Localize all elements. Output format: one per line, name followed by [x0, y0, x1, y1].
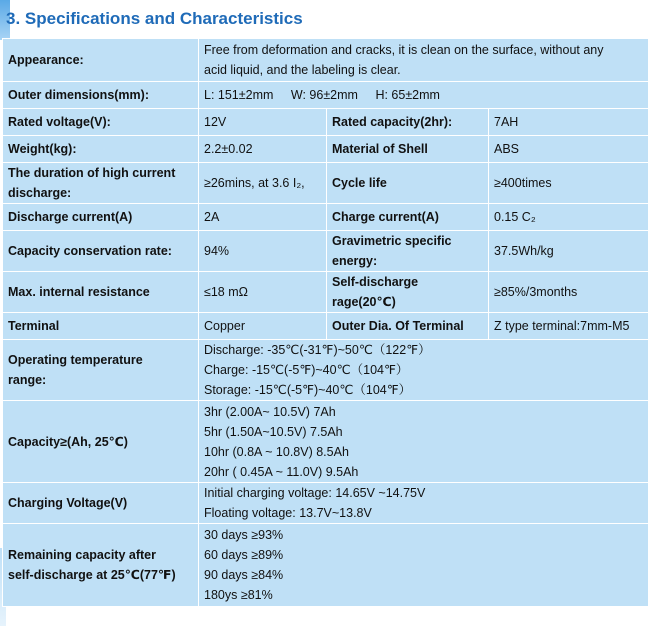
spec-label-line: discharge:	[8, 186, 72, 200]
spec-label	[327, 109, 489, 136]
spec-value: 2.2±0.02	[199, 136, 327, 163]
remaining-capacity-label-line: self-discharge at 25℃(77℉)	[8, 568, 176, 582]
appearance-line: acid liquid, and the labeling is clear.	[204, 63, 401, 77]
operating-temperature-label-line: Operating temperature	[8, 353, 143, 367]
spec-label	[3, 163, 199, 204]
spec-label-line: Cycle life	[332, 176, 387, 190]
spec-label	[327, 313, 489, 340]
spec-value: ≥26mins, at 3.6 I₂,	[199, 163, 327, 204]
spec-label-line: Capacity conservation rate:	[8, 244, 172, 258]
spec-value: ≥85%/3months	[489, 272, 649, 313]
spec-label	[3, 136, 199, 163]
operating-temperature-label	[3, 340, 199, 401]
spec-value: Copper	[199, 313, 327, 340]
remaining-capacity-value-line: 30 days ≥93%	[204, 528, 284, 542]
remaining-capacity-value	[199, 524, 649, 607]
spec-label	[3, 231, 199, 272]
charging-voltage-value-line: Floating voltage: 13.7V~13.8V	[204, 506, 372, 520]
spec-row	[3, 109, 649, 136]
spec-value: 12V	[199, 109, 327, 136]
capacity-row	[3, 401, 649, 483]
operating-temperature-row	[3, 340, 649, 401]
spec-label-line: rage(20℃)	[332, 295, 396, 309]
spec-row	[3, 163, 649, 204]
spec-label	[3, 204, 199, 231]
spec-row	[3, 136, 649, 163]
spec-label	[3, 272, 199, 313]
spec-value: Z type terminal:7mm-M5	[489, 313, 649, 340]
remaining-capacity-value-line: 180ys ≥81%	[204, 588, 273, 602]
spec-table	[2, 38, 649, 607]
charging-voltage-value	[199, 483, 649, 524]
charging-voltage-value-line: Initial charging voltage: 14.65V ~14.75V	[204, 486, 426, 500]
spec-label-line: Rated voltage(V):	[8, 115, 111, 129]
outer-dimensions-label: Outer dimensions(mm):	[3, 82, 199, 109]
appearance-row	[3, 39, 649, 82]
spec-label-line: Discharge current(A)	[8, 210, 133, 224]
operating-temperature-value-line: Discharge: -35℃(-31℉)~50℃（122℉）	[204, 343, 431, 357]
spec-label	[327, 272, 489, 313]
capacity-label: Capacity≥(Ah, 25℃)	[3, 401, 199, 483]
spec-label	[327, 163, 489, 204]
spec-value: 0.15 C₂	[489, 204, 649, 231]
outer-dimensions-value	[199, 82, 649, 109]
section-title: 3. Specifications and Characteristics	[6, 9, 303, 28]
spec-value: ABS	[489, 136, 649, 163]
spec-row	[3, 231, 649, 272]
operating-temperature-value-line: Charge: -15℃(-5℉)~40℃（104℉）	[204, 363, 409, 377]
spec-label-line: Weight(kg):	[8, 142, 77, 156]
capacity-value-line: 3hr (2.00A~ 10.5V) 7Ah	[204, 404, 336, 419]
capacity-value-line: 10hr (0.8A ~ 10.8V) 8.5Ah	[204, 444, 349, 459]
spec-label-line: Max. internal resistance	[8, 285, 150, 299]
charging-voltage-row	[3, 483, 649, 524]
spec-label	[327, 204, 489, 231]
remaining-capacity-label	[3, 524, 199, 607]
spec-label-line: energy:	[332, 254, 378, 268]
remaining-capacity-label-line: Remaining capacity after	[8, 548, 156, 562]
spec-label-line: Self-discharge	[332, 275, 419, 289]
capacity-value-line: 5hr (1.50A~10.5V) 7.5Ah	[204, 424, 343, 439]
spec-label	[327, 136, 489, 163]
operating-temperature-value	[199, 340, 649, 401]
spec-label-line: Gravimetric specific	[332, 234, 452, 248]
spec-label-line: Charge current(A)	[332, 210, 439, 224]
spec-label	[327, 231, 489, 272]
spec-value: 2A	[199, 204, 327, 231]
spec-label-line: Rated capacity(2hr):	[332, 115, 453, 129]
spec-label-line: The duration of high current	[8, 166, 176, 180]
dimension-length: L: 151±2mm	[204, 88, 274, 102]
operating-temperature-label-line: range:	[8, 373, 47, 387]
outer-dimensions-row	[3, 82, 649, 109]
spec-row	[3, 204, 649, 231]
remaining-capacity-value-line: 60 days ≥89%	[204, 548, 284, 562]
charging-voltage-label: Charging Voltage(V)	[3, 483, 199, 524]
spec-label-line: Outer Dia. Of Terminal	[332, 319, 464, 333]
spec-label-line: Material of Shell	[332, 142, 428, 156]
spec-value: ≥400times	[489, 163, 649, 204]
capacity-value	[199, 401, 649, 483]
remaining-capacity-value-line: 90 days ≥84%	[204, 568, 284, 582]
appearance-line: Free from deformation and cracks, it is clean on the surface, without any	[204, 43, 604, 57]
spec-label-line: Terminal	[8, 319, 60, 333]
dimension-width: W: 96±2mm	[290, 88, 358, 102]
capacity-value-line: 20hr ( 0.45A ~ 11.0V) 9.5Ah	[204, 464, 359, 479]
spec-row	[3, 272, 649, 313]
spec-row	[3, 313, 649, 340]
appearance-label: Appearance:	[3, 39, 199, 82]
appearance-value	[199, 39, 649, 82]
spec-value: 7AH	[489, 109, 649, 136]
spec-label	[3, 313, 199, 340]
dimension-height: H: 65±2mm	[375, 88, 440, 102]
spec-value: 37.5Wh/kg	[489, 231, 649, 272]
remaining-capacity-row	[3, 524, 649, 607]
spec-value: 94%	[199, 231, 327, 272]
spec-value: ≤18 mΩ	[199, 272, 327, 313]
operating-temperature-value-line: Storage: -15℃(-5℉)~40℃（104℉）	[204, 383, 412, 397]
spec-label	[3, 109, 199, 136]
